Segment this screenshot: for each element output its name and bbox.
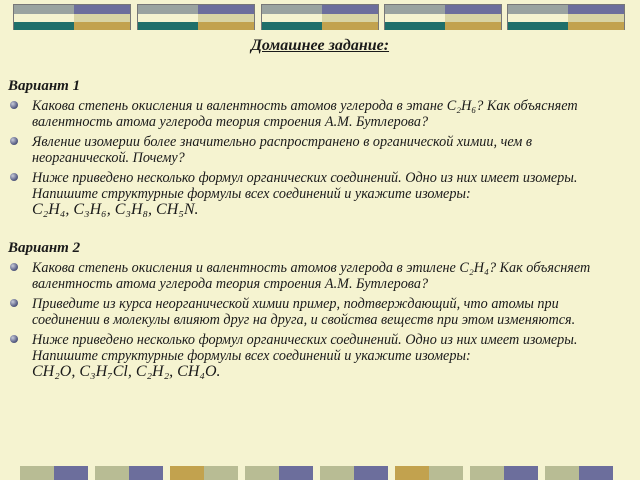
decor-block (20, 466, 88, 480)
decor-block (170, 466, 238, 480)
bullet-icon (10, 335, 18, 343)
decor-block (395, 466, 463, 480)
formula-list: CH₂O, C₃H₇Cl, C₂H₂, CH₄O. (32, 363, 221, 380)
variant-1-list (8, 98, 608, 222)
decor-block (545, 466, 613, 480)
page-title: Домашнее задание: (250, 37, 390, 54)
bullet-icon (10, 173, 18, 181)
decor-block (384, 4, 502, 30)
bullet-icon (10, 263, 18, 271)
decor-block (470, 466, 538, 480)
list-item: Ниже приведено несколько формул органических соединений. Одно из них имеет изомеры. Напишите структурные формулы всех соединений и укажите изомеры: CH₂O, C₃H₇Cl, C₂H₂, CH₄O. (8, 332, 608, 380)
bullet-icon (10, 101, 18, 109)
top-decorative-band (0, 0, 640, 34)
list-item: Ниже приведено несколько формул органических соединений. Одно из них имеет изомеры. Напишите структурные формулы всех соединений и укажите изомеры: C₂H₄, C₃H₆, C₃H₈, CH₅N. (8, 170, 608, 218)
decor-block (245, 466, 313, 480)
bullet-icon (10, 299, 18, 307)
decor-block (261, 4, 379, 30)
decor-block (95, 466, 163, 480)
decor-block (13, 4, 131, 30)
decor-block (507, 4, 625, 30)
decor-block (137, 4, 255, 30)
list-item: Явление изомерии более значительно распространено в органической химии, чем в неорганической. Почему? (8, 134, 608, 166)
bottom-decorative-band (0, 466, 640, 480)
variant-2-heading: Вариант 2 (8, 240, 81, 256)
decor-block (320, 466, 388, 480)
list-item: Какова степень окисления и валентность атомов углерода в этилене C₂H₄? Как объясняет валентность атома углерода теория строения А.М. Бутлерова? (8, 260, 608, 292)
bullet-icon (10, 137, 18, 145)
formula-list: C₂H₄, C₃H₆, C₃H₈, CH₅N. (32, 201, 199, 218)
list-item: Приведите из курса неорганической химии пример, подтверждающий, что атомы при соединении в молекулы влияют друг на друга, и свойства веществ при этом изменяются. (8, 296, 608, 328)
variant-1-heading: Вариант 1 (8, 78, 81, 94)
variant-2-list (8, 260, 608, 384)
list-item: Какова степень окисления и валентность атомов углерода в этане C₂H₆? Как объясняет валентность атома углерода теория строения А.М. Бутлерова? (8, 98, 608, 130)
